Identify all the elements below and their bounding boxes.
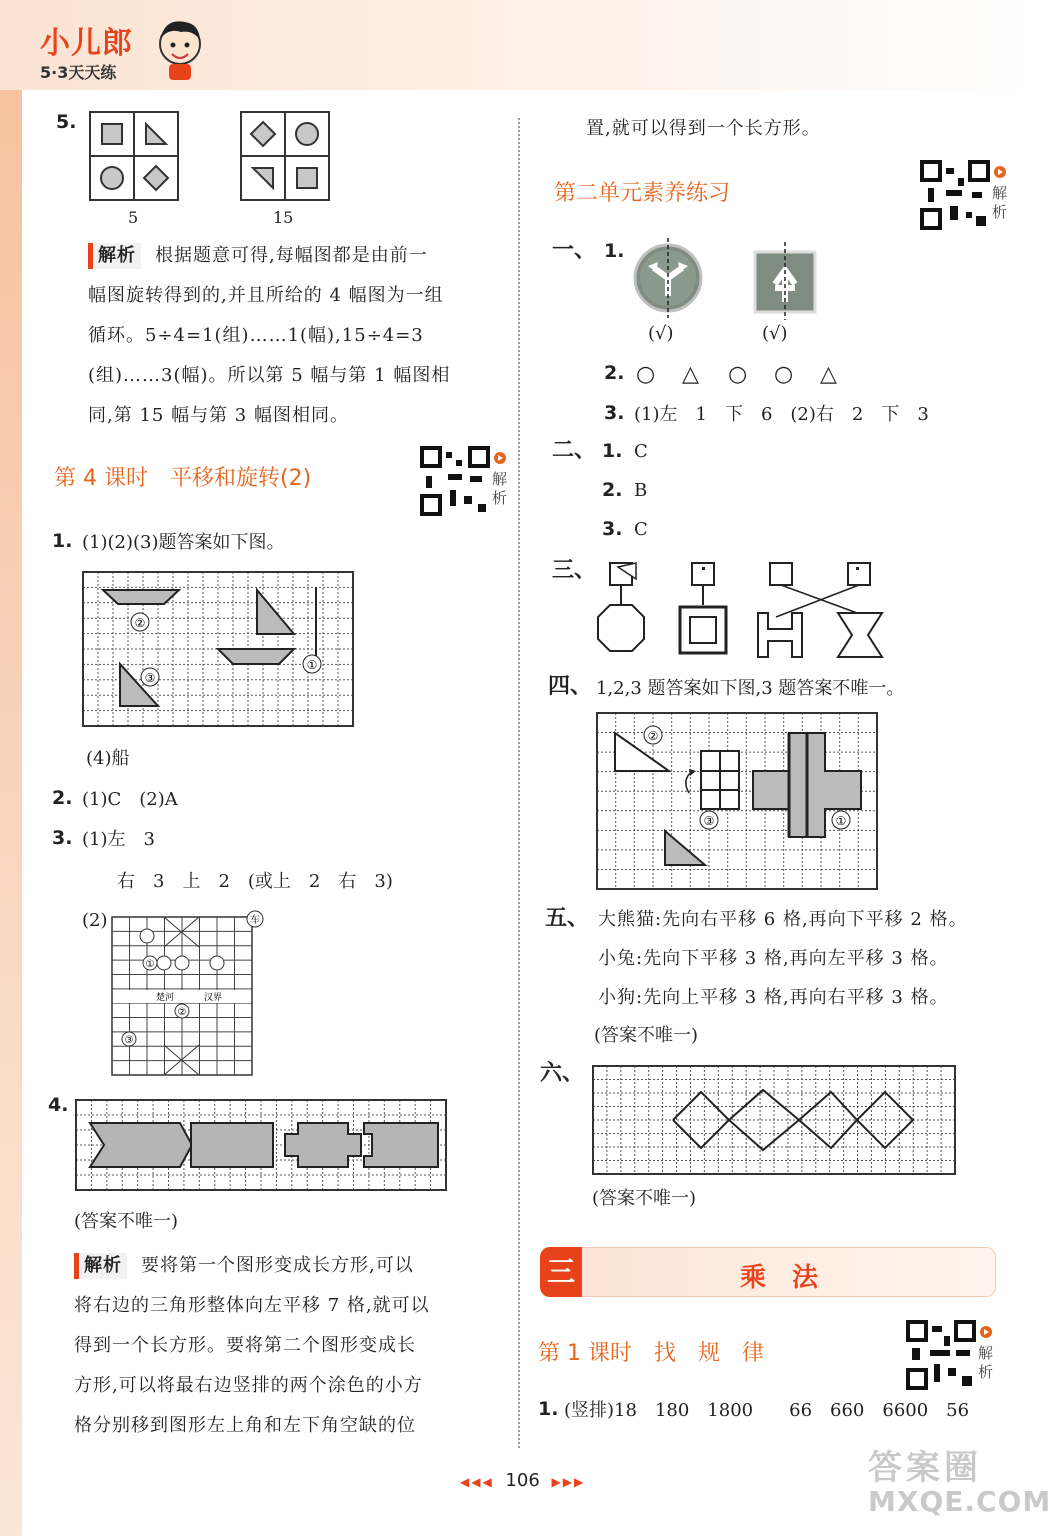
analysis-tag: 解析 — [88, 243, 141, 269]
q4-note: (答案不唯一) — [74, 1211, 179, 1232]
grid-pattern-answer — [593, 1066, 955, 1174]
rotation-figure-15 — [241, 112, 329, 200]
logo-sub-text: 5·3天天练 — [40, 63, 117, 82]
er-q1-number: 1. — [602, 440, 623, 462]
grid5-label-1: ① — [835, 814, 847, 828]
qr-label: 解 析 — [978, 1344, 994, 1381]
chess-mark-3: ③ — [124, 1035, 134, 1046]
q3-line1: (1)左 3 — [82, 829, 155, 850]
section-1-label: 一、 — [552, 238, 597, 263]
grid-rotation-answer — [597, 713, 877, 889]
chessboard-figure — [112, 917, 252, 1075]
qr-label: 解 析 — [992, 184, 1008, 221]
analysis-line: 根据题意可得,每幅图都是由前一 — [155, 245, 428, 266]
logo-main-text: 小儿郎 — [40, 26, 133, 61]
er-q3-number: 3. — [602, 518, 623, 540]
check-2: (√) — [762, 323, 788, 344]
yi-q1-number: 1. — [604, 240, 625, 262]
grid1-label-2: ② — [134, 616, 146, 630]
left-edge-strip — [0, 90, 22, 1536]
analysis-line: 同,第 15 幅与第 3 幅图相同。 — [88, 405, 349, 426]
liu-note: (答案不唯一) — [592, 1188, 697, 1209]
analysis-line: 方形,可以将最右边竖排的两个涂色的小方 — [74, 1375, 423, 1396]
q1-text: (1)(2)(3)题答案如下图。 — [82, 532, 285, 553]
unit2-title: 第二单元素养练习 — [554, 181, 731, 206]
analysis-line: 得到一个长方形。要将第二个图形变成长 — [74, 1335, 416, 1356]
yi-q3-text: (1)左 1 下 6 (2)右 2 下 3 — [634, 404, 929, 425]
watermark: 答案圈 MXQE.COM — [868, 1448, 1051, 1518]
wu-line-2: 小兔:先向下平移 3 格,再向左平移 3 格。 — [598, 948, 949, 969]
chess-mark-1: ① — [145, 959, 155, 970]
section-2-label: 二、 — [552, 438, 597, 463]
analysis-line: 循环。5÷4=1(组)……1(幅),15÷4=3 — [88, 325, 424, 346]
brand-logo — [40, 18, 133, 83]
er-q1-answer: C — [634, 441, 648, 462]
si-text: 1,2,3 题答案如下图,3 题答案不唯一。 — [596, 678, 905, 699]
analysis-line: 要将第一个图形变成长方形,可以 — [141, 1255, 414, 1276]
q3-number: 3. — [52, 827, 73, 849]
column-divider — [518, 118, 520, 1448]
er-q2-number: 2. — [602, 479, 623, 501]
traffic-sign-round-icon — [632, 238, 704, 318]
q5-number: 5. — [56, 111, 77, 133]
analysis-line: 幅图旋转得到的,并且所给的 4 幅图为一组 — [88, 285, 444, 306]
chess-river-right: 汉界 — [204, 993, 223, 1003]
chess-river-left: 楚河 — [156, 993, 175, 1003]
qr-code-icon[interactable] — [920, 160, 990, 230]
chess-mark-2: ② — [177, 1007, 187, 1018]
section-6-label: 六、 — [540, 1061, 585, 1086]
next-arrows-icon: ▶▶▶ — [551, 1475, 586, 1489]
grid5-label-2: ② — [647, 729, 659, 743]
svg-text:车: 车 — [250, 915, 260, 926]
grid1-label-3: ③ — [144, 671, 156, 685]
section-3-label: 三、 — [552, 558, 597, 583]
lesson1-q1-number: 1. — [538, 1398, 559, 1420]
section-5-label: 五、 — [545, 906, 590, 931]
shape-symbol: ○ — [728, 362, 748, 387]
view-matching-figure — [596, 555, 888, 665]
qr-code-icon[interactable] — [420, 446, 490, 516]
traffic-sign-square-icon — [753, 248, 817, 318]
wu-note: (答案不唯一) — [594, 1025, 699, 1046]
unit3-badge: 三 — [540, 1247, 582, 1297]
continued-line: 置,就可以得到一个长方形。 — [586, 118, 821, 139]
q3-line2: 右 3 上 2 (或上 2 右 3) — [117, 871, 393, 892]
lesson-1-title: 第 1 课时 找 规 律 — [538, 1341, 764, 1366]
prev-arrows-icon: ◀◀◀ — [460, 1475, 494, 1489]
grid-rectangle-transform — [76, 1100, 446, 1190]
play-icon — [494, 452, 506, 464]
rotation-figure-5 — [90, 112, 178, 200]
yi-q3-number: 3. — [604, 402, 625, 424]
grid-translation-answer — [83, 572, 353, 726]
lesson-4-title: 第 4 课时 平移和旋转(2) — [54, 466, 312, 491]
play-icon — [994, 166, 1006, 178]
q2-text: (1)C (2)A — [82, 789, 178, 810]
page-number: 106 — [505, 1470, 540, 1491]
shape-symbol: △ — [682, 362, 699, 387]
section-4-label: 四、 — [548, 674, 593, 699]
analysis-line: (组)……3(幅)。所以第 5 幅与第 1 幅图相 — [88, 365, 451, 386]
caption-15: 15 — [273, 208, 294, 227]
page-footer — [460, 1470, 585, 1491]
analysis-tag: 解析 — [74, 1253, 127, 1279]
wu-line-3: 小狗:先向上平移 3 格,再向右平移 3 格。 — [598, 987, 949, 1008]
analysis-line: 将右边的三角形整体向左平移 7 格,就可以 — [74, 1295, 430, 1316]
analysis-line: 格分别移到图形左上角和左下角空缺的位 — [74, 1415, 416, 1436]
lesson1-q1-text: (竖排)18 180 1800 66 660 6600 56 — [564, 1400, 970, 1421]
grid5-label-3: ③ — [703, 814, 715, 828]
er-q2-answer: B — [634, 480, 648, 501]
unit3-title: 乘法 — [740, 1263, 845, 1293]
shape-symbol: ○ — [636, 362, 656, 387]
q4-number: 4. — [48, 1094, 69, 1116]
chess-piece-car — [246, 910, 264, 928]
shape-symbol: ○ — [774, 362, 794, 387]
mascot-icon — [155, 14, 205, 82]
play-icon — [980, 1326, 992, 1338]
shape-symbol: △ — [820, 362, 837, 387]
qr-label: 解 析 — [492, 470, 508, 507]
q4-analysis — [74, 1246, 516, 1446]
q3-part2: (2) — [82, 910, 108, 931]
wu-line-1: 大熊猫:先向右平移 6 格,再向下平移 2 格。 — [598, 909, 968, 930]
caption-5: 5 — [128, 208, 139, 227]
grid1-label-1: ① — [306, 658, 318, 672]
yi-q2-number: 2. — [604, 362, 625, 384]
check-1: (√) — [648, 323, 674, 344]
q1-part4: (4)船 — [86, 748, 130, 769]
q5-analysis — [88, 236, 516, 436]
q1-number: 1. — [52, 530, 73, 552]
qr-code-icon[interactable] — [906, 1320, 976, 1390]
q2-number: 2. — [52, 787, 73, 809]
er-q3-answer: C — [634, 519, 648, 540]
